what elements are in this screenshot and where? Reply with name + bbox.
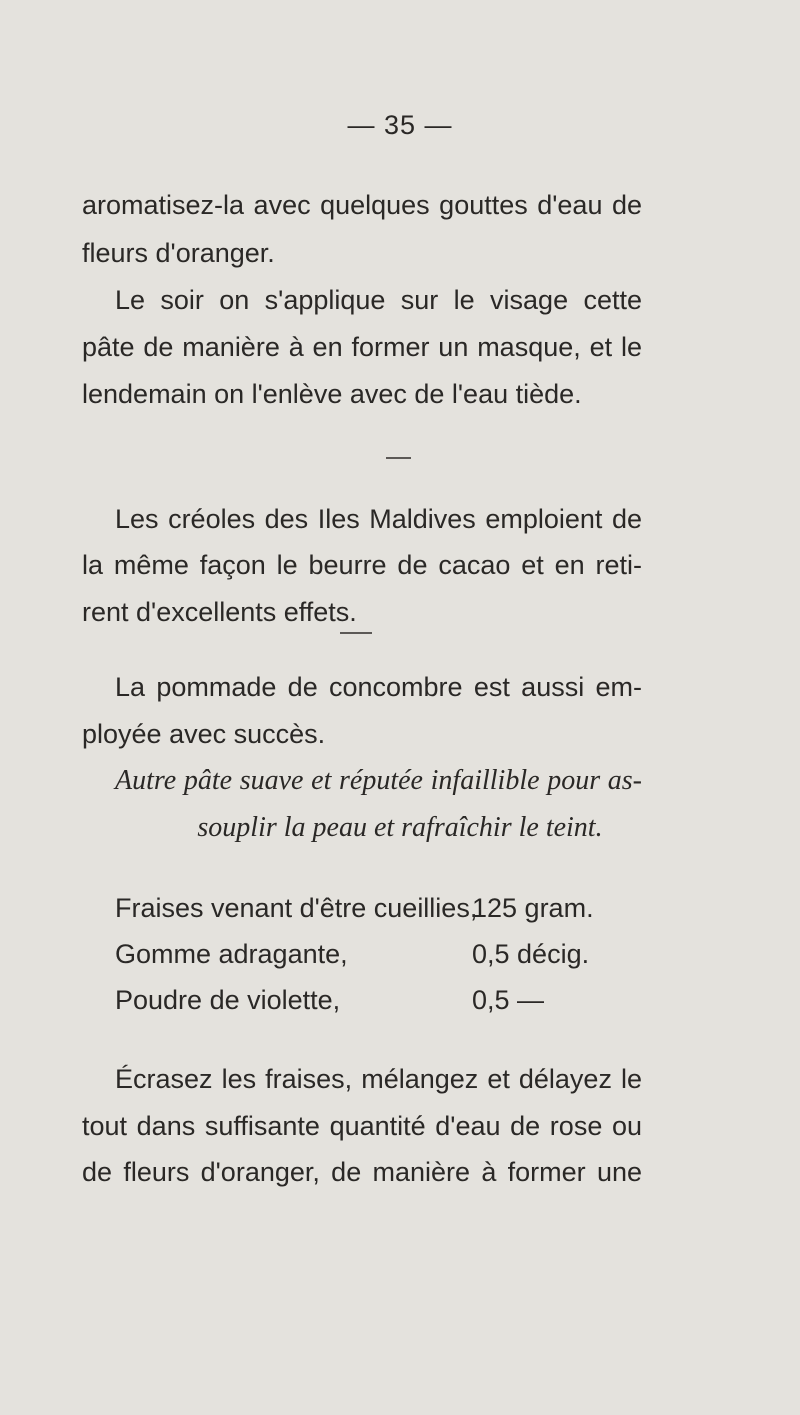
paragraph-1-line-1: aromatisez-la avec quelques gouttes d'eau de <box>82 190 642 220</box>
paragraph-2-line-1: Le soir on s'applique sur le visage cette <box>115 285 642 315</box>
ingredient-name: Gomme adragante, <box>115 939 348 969</box>
paragraph-3-line-3: rent d'excellents effets. <box>82 597 357 627</box>
ingredient-row <box>115 983 642 1017</box>
paragraph-3-line-1: Les créoles des Iles Maldives emploient de <box>115 504 642 534</box>
paragraph-5-line-3: de fleurs d'oranger, de manière à former une <box>82 1157 642 1187</box>
paragraph-2-line-2: pâte de manière à en former un masque, et le <box>82 332 642 362</box>
ingredient-quantity: 0,5 — <box>472 985 545 1015</box>
recipe-title-line-2: souplir la peau et rafraîchir le teint. <box>197 812 603 843</box>
paragraph-1-line-2: fleurs d'oranger. <box>82 238 275 268</box>
paragraph-4-line-1: La pommade de concombre est aussi em- <box>115 672 642 702</box>
paragraph-2-line-3: lendemain on l'enlève avec de l'eau tiède. <box>82 379 582 409</box>
paragraph-4-line-2: ployée avec succès. <box>82 719 326 749</box>
section-divider-1 <box>386 457 411 459</box>
recipe-title-line-1: Autre pâte suave et réputée infaillible pour as- <box>115 765 642 796</box>
ingredient-name: Fraises venant d'être cueillies, <box>115 893 478 923</box>
ingredient-quantity: 125 gram. <box>472 893 594 923</box>
ingredient-row <box>115 891 642 925</box>
ingredient-quantity: 0,5 décig. <box>472 939 590 969</box>
ingredient-name: Poudre de violette, <box>115 985 341 1015</box>
paragraph-3-line-2: la même façon le beurre de cacao et en reti- <box>82 550 642 580</box>
paragraph-5-line-1: Écrasez les fraises, mélangez et délayez le <box>115 1064 642 1094</box>
section-divider-2 <box>340 632 372 634</box>
paragraph-5-line-2: tout dans suffisante quantité d'eau de rose ou <box>82 1111 642 1141</box>
ingredient-row <box>115 937 642 971</box>
page-number: — 35 — <box>347 110 453 140</box>
